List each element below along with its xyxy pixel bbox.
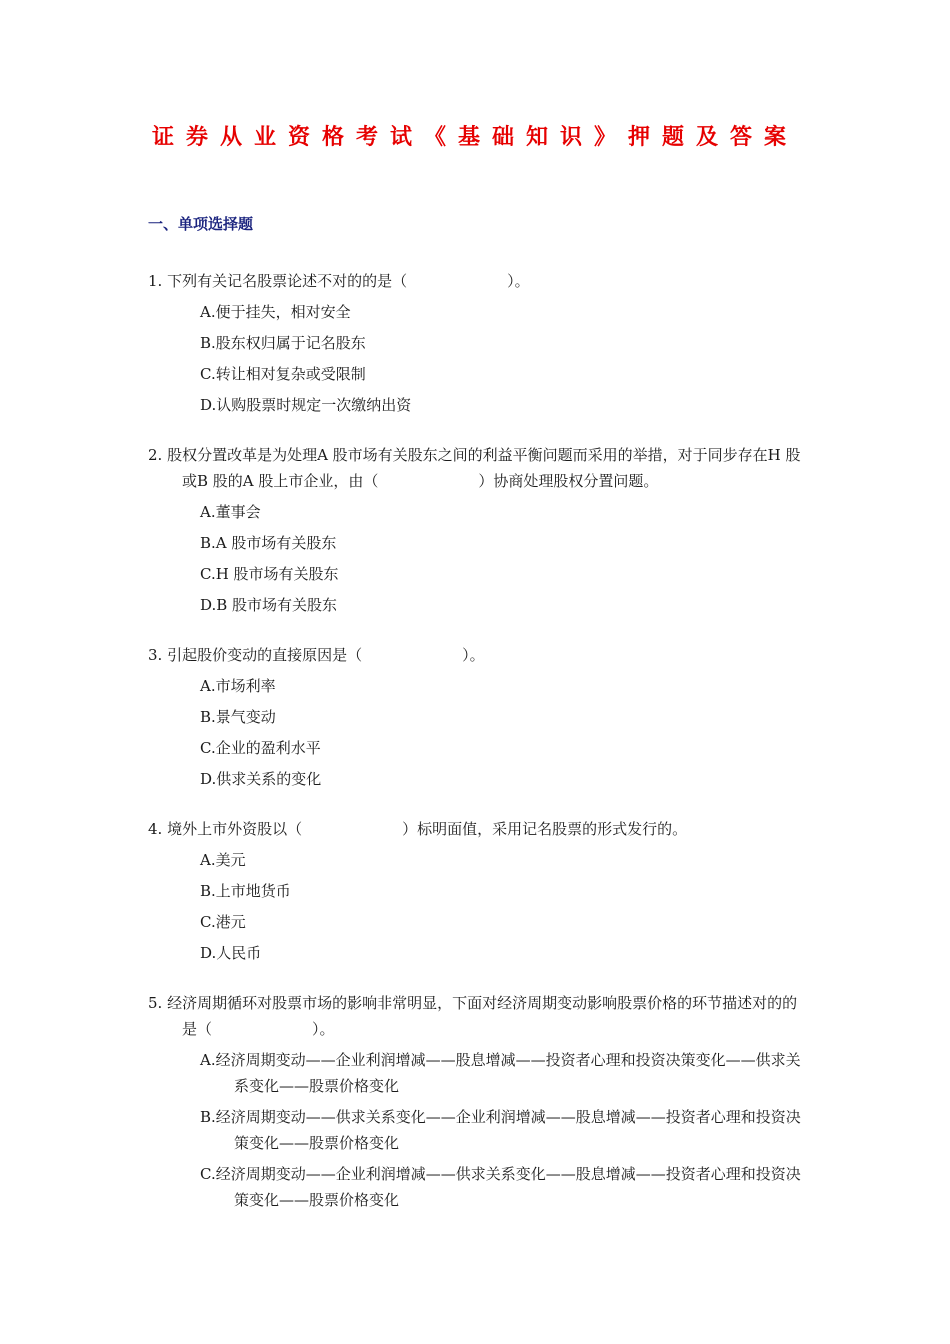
option-b: B.上市地货币 xyxy=(200,882,291,900)
option-a: A.市场利率 xyxy=(200,677,276,695)
option-c: C.H 股市场有关股东 xyxy=(200,565,339,583)
question-stem: 5. 经济周期循环对股票市场的影响非常明显，下面对经济周期变动影响股票价格的环节描述对的的是（ ）。 xyxy=(148,994,798,1038)
option-a: A.经济周期变动——企业利润增减——股息增减——投资者心理和投资决策变化——供求关系变化——股票价格变化 xyxy=(200,1051,801,1095)
option-a: A.便于挂失，相对安全 xyxy=(200,303,351,321)
option-b: B.股东权归属于记名股东 xyxy=(200,334,366,352)
question-4 xyxy=(148,816,808,966)
section-heading: 一、单项选择题 xyxy=(148,215,254,233)
option-b: B.经济周期变动——供求关系变化——企业利润增减——股息增减——投资者心理和投资决策变化——股票价格变化 xyxy=(200,1108,801,1152)
option-a: A.董事会 xyxy=(200,503,261,521)
question-5 xyxy=(148,990,808,1213)
question-2 xyxy=(148,442,808,618)
option-d: D.认购股票时规定一次缴纳出资 xyxy=(200,396,412,414)
option-d: D.B 股市场有关股东 xyxy=(200,596,338,614)
option-d: D.供求关系的变化 xyxy=(200,770,322,788)
question-stem: 4. 境外上市外资股以（ ）标明面值，采用记名股票的形式发行的。 xyxy=(148,820,688,838)
option-c: C.经济周期变动——企业利润增减——供求关系变化——股息增减——投资者心理和投资决策变化——股票价格变化 xyxy=(200,1165,801,1209)
option-b: B.A 股市场有关股东 xyxy=(200,534,337,552)
option-c: C.转让相对复杂或受限制 xyxy=(200,365,366,383)
option-c: C.企业的盈利水平 xyxy=(200,739,321,757)
option-a: A.美元 xyxy=(200,851,246,869)
option-c: C.港元 xyxy=(200,913,246,931)
question-1 xyxy=(148,268,808,418)
document-title: 证券从业资格考试《基础知识》押题及答案 xyxy=(151,125,798,150)
question-3 xyxy=(148,642,808,792)
question-stem: 2. 股权分置改革是为处理A 股市场有关股东之间的利益平衡问题而采用的举措，对于同步存在H 股或B 股的A 股上市企业，由（ ）协商处理股权分置问题。 xyxy=(148,446,801,490)
question-stem: 1. 下列有关记名股票论述不对的的是（ ）。 xyxy=(148,272,530,290)
option-b: B.景气变动 xyxy=(200,708,276,726)
option-d: D.人民币 xyxy=(200,944,262,962)
question-stem: 3. 引起股价变动的直接原因是（ ）。 xyxy=(148,646,485,664)
